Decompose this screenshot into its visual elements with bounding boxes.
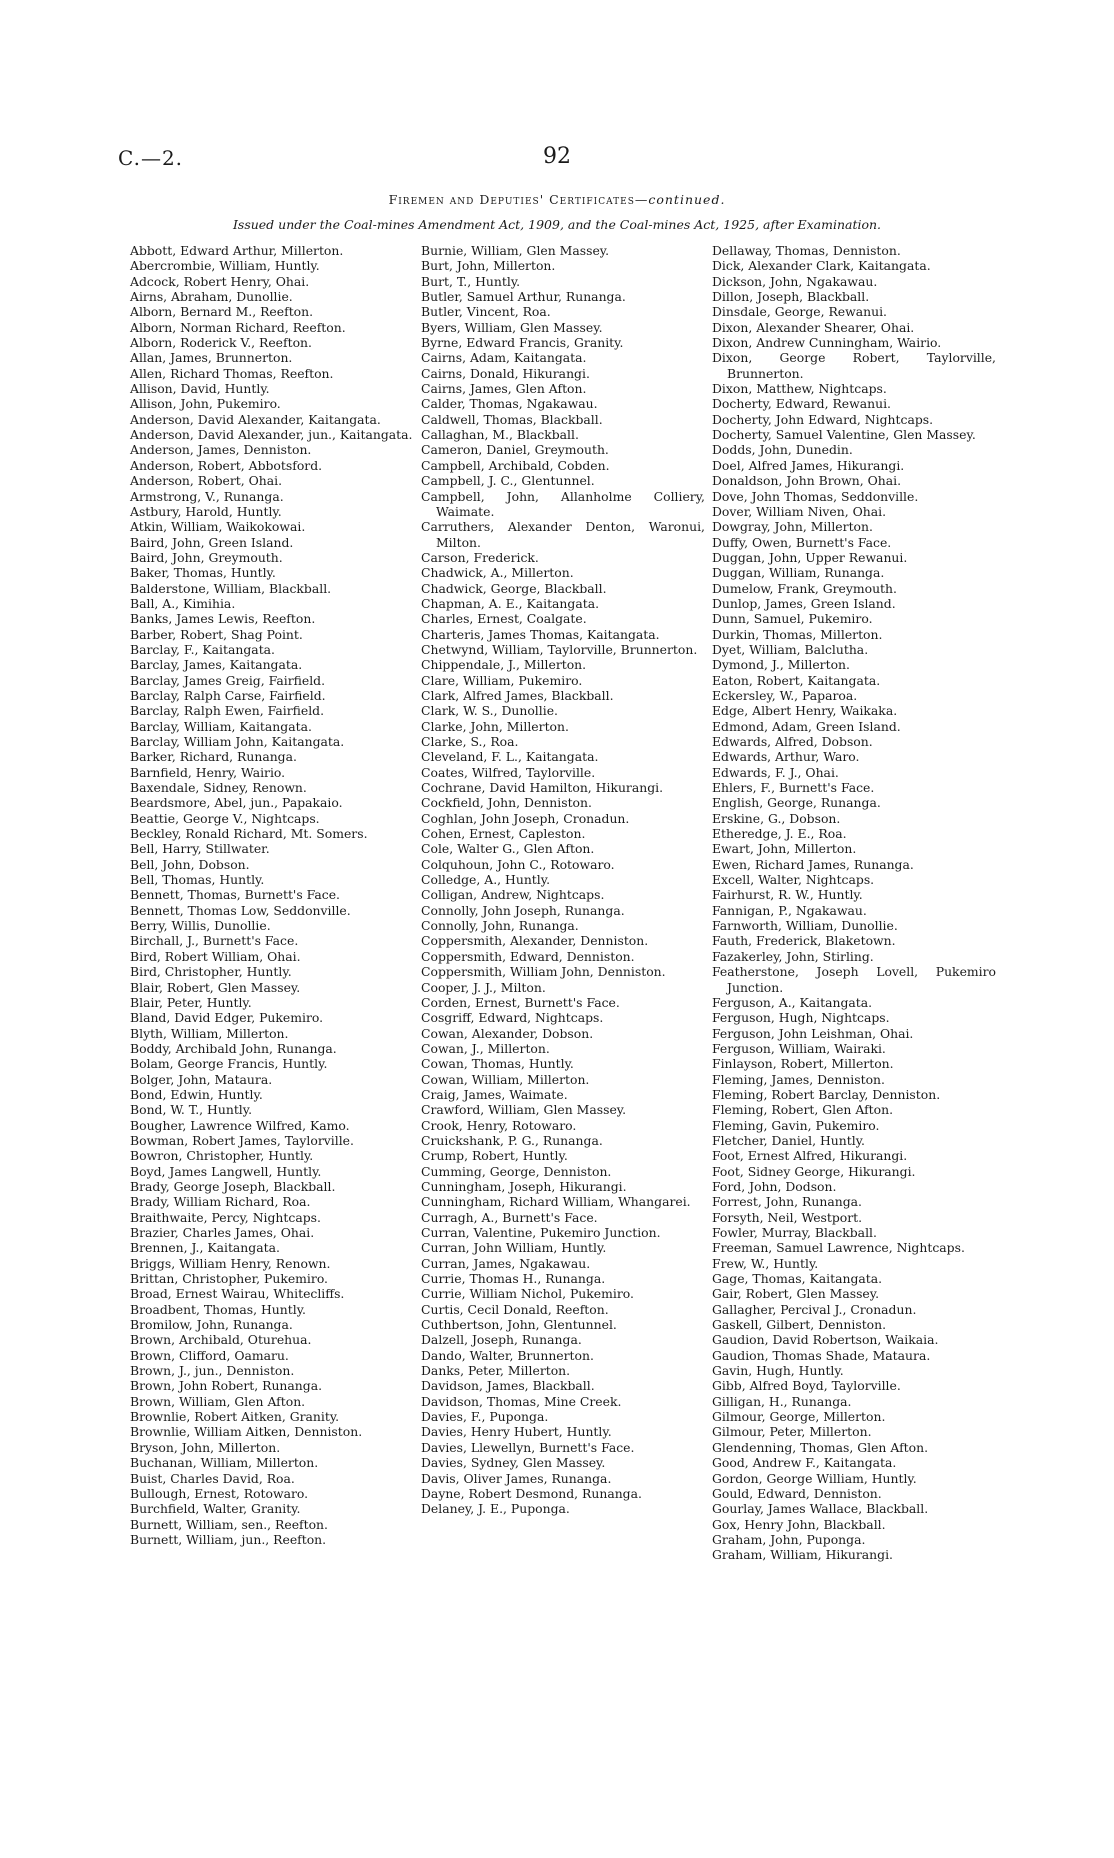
list-entry: Bird, Robert William, Ohai. (130, 948, 301, 964)
list-entry: Curragh, A., Burnett's Face. (421, 1209, 598, 1225)
list-entry: Cowan, Alexander, Dobson. (421, 1025, 594, 1041)
list-entry: Curran, John William, Huntly. (421, 1240, 607, 1256)
list-entry: Crump, Robert, Huntly. (421, 1148, 568, 1164)
list-entry: Frew, W., Huntly. (712, 1255, 819, 1271)
list-entry: Buist, Charles David, Roa. (130, 1470, 295, 1486)
list-entry: Banks, James Lewis, Reefton. (130, 611, 316, 627)
list-entry: Chadwick, A., Millerton. (421, 565, 574, 581)
list-entry: Chetwynd, William, Taylorville, Brunnerton. (421, 641, 698, 657)
list-entry: Ferguson, Hugh, Nightcaps. (712, 1010, 890, 1026)
list-entry: Curtis, Cecil Donald, Reefton. (421, 1301, 609, 1317)
list-entry: Barclay, William, Kaitangata. (130, 718, 312, 734)
list-entry: Fairhurst, R. W., Huntly. (712, 887, 863, 903)
list-entry: Davies, Sydney, Glen Massey. (421, 1455, 606, 1471)
list-entry: Fleming, James, Denniston. (712, 1071, 885, 1087)
list-entry: Bromilow, John, Runanga. (130, 1317, 293, 1333)
list-entry: Barker, Richard, Runanga. (130, 749, 297, 765)
list-entry: Clarke, John, Millerton. (421, 718, 569, 734)
list-entry: Cunningham, Joseph, Hikurangi. (421, 1178, 627, 1194)
list-entry: Campbell, Archibald, Cobden. (421, 457, 610, 473)
column-3 (712, 243, 996, 1563)
list-entry: Burt, John, Millerton. (421, 258, 556, 274)
list-entry: Gair, Robert, Glen Massey. (712, 1286, 880, 1302)
list-entry: Cowan, J., Millerton. (421, 1040, 550, 1056)
list-entry: Chadwick, George, Blackball. (421, 580, 607, 596)
list-entry: Bland, David Edger, Pukemiro. (130, 1010, 324, 1026)
list-entry: Currie, William Nichol, Pukemiro. (421, 1286, 634, 1302)
list-entry: Ewen, Richard James, Runanga. (712, 856, 914, 872)
certificate-list (130, 243, 1010, 1713)
list-entry: Edwards, F. J., Ohai. (712, 764, 839, 780)
list-entry: Dixon, George Robert, Taylorville, Brunnerton. (712, 350, 996, 381)
list-entry: Ball, A., Kimihia. (130, 595, 236, 611)
list-entry: Baird, John, Greymouth. (130, 549, 283, 565)
list-entry: Fleming, Robert Barclay, Denniston. (712, 1086, 941, 1102)
list-entry: Bond, W. T., Huntly. (130, 1102, 253, 1118)
list-entry: Davies, Llewellyn, Burnett's Face. (421, 1439, 635, 1455)
list-entry: Dove, John Thomas, Seddonville. (712, 488, 919, 504)
list-entry: Clare, William, Pukemiro. (421, 672, 583, 688)
list-entry: Byers, William, Glen Massey. (421, 319, 603, 335)
list-entry: Butler, Samuel Arthur, Runanga. (421, 289, 626, 305)
list-entry: Dyet, William, Balclutha. (712, 641, 869, 657)
list-entry: Craig, James, Waimate. (421, 1086, 568, 1102)
list-entry: Cowan, Thomas, Huntly. (421, 1056, 574, 1072)
list-entry: Cohen, Ernest, Capleston. (421, 826, 586, 842)
list-entry: Brown, Clifford, Oamaru. (130, 1347, 289, 1363)
list-entry: Coppersmith, Edward, Denniston. (421, 948, 635, 964)
list-entry: Allen, Richard Thomas, Reefton. (130, 365, 334, 381)
list-entry: Ehlers, F., Burnett's Face. (712, 780, 875, 796)
list-entry: Donaldson, John Brown, Ohai. (712, 473, 902, 489)
list-entry: Dunlop, James, Green Island. (712, 595, 896, 611)
list-entry: Edmond, Adam, Green Island. (712, 718, 901, 734)
list-entry: Brazier, Charles James, Ohai. (130, 1225, 315, 1240)
list-entry: Alborn, Roderick V., Reefton. (130, 335, 312, 351)
list-entry: Birchall, J., Burnett's Face. (130, 933, 299, 949)
list-entry: Edwards, Arthur, Waro. (712, 749, 860, 765)
list-entry: Carruthers, Alexander Denton, Waronui, Milton. (421, 519, 705, 550)
list-entry: Brown, John Robert, Runanga. (130, 1378, 323, 1394)
list-entry: Campbell, John, Allanholme Colliery, Waimate. (421, 488, 705, 519)
list-entry: Bird, Christopher, Huntly. (130, 964, 292, 980)
list-entry: Bennett, Thomas, Burnett's Face. (130, 887, 340, 903)
list-entry: Bolam, George Francis, Huntly. (130, 1056, 328, 1072)
list-entry: Anderson, David Alexander, Kaitangata. (130, 411, 381, 427)
list-entry: Duggan, William, Runanga. (712, 565, 885, 581)
list-entry: Cuthbertson, John, Glentunnel. (421, 1317, 617, 1333)
list-entry: Davidson, James, Blackball. (421, 1378, 595, 1394)
list-entry: Gox, Henry John, Blackball. (712, 1516, 886, 1532)
list-entry: Barclay, Ralph Carse, Fairfield. (130, 687, 326, 703)
list-entry: Bennett, Thomas Low, Seddonville. (130, 902, 351, 918)
list-entry: Bullough, Ernest, Rotowaro. (130, 1485, 309, 1501)
list-entry: Cole, Walter G., Glen Afton. (421, 841, 595, 857)
list-entry: Calder, Thomas, Ngakawau. (421, 396, 598, 412)
list-entry: Dick, Alexander Clark, Kaitangata. (712, 258, 931, 274)
list-entry: Byrne, Edward Francis, Granity. (421, 335, 624, 351)
list-entry: Bryson, John, Millerton. (130, 1439, 281, 1455)
list-entry: Duggan, John, Upper Rewanui. (712, 549, 908, 565)
section-subheading: Issued under the Coal-mines Amendment Act, 1909, and the Coal-mines Act, 1925, after Examination. (232, 217, 882, 232)
list-entry: Brownlie, Robert Aitken, Granity. (130, 1409, 340, 1425)
list-entry: Chippendale, J., Millerton. (421, 657, 587, 673)
list-entry: Durkin, Thomas, Millerton. (712, 626, 883, 642)
list-entry: Abercrombie, William, Huntly. (130, 258, 320, 274)
list-entry: Fleming, Robert, Glen Afton. (712, 1102, 894, 1118)
list-entry: Dillon, Joseph, Blackball. (712, 289, 870, 305)
list-entry: Anderson, David Alexander, jun., Kaitangata. (130, 427, 413, 443)
list-entry: Bond, Edwin, Huntly. (130, 1086, 263, 1102)
list-entry: Crook, Henry, Rotowaro. (421, 1117, 577, 1133)
list-entry: Barber, Robert, Shag Point. (130, 626, 303, 642)
list-entry: Curran, James, Ngakawau. (421, 1255, 591, 1271)
list-entry: Dodds, John, Dunedin. (712, 442, 853, 458)
list-entry: Colligan, Andrew, Nightcaps. (421, 887, 605, 903)
list-entry: Eaton, Robert, Kaitangata. (712, 672, 881, 688)
list-entry: Corden, Ernest, Burnett's Face. (421, 994, 620, 1010)
list-entry: Clarke, S., Roa. (421, 734, 519, 749)
list-entry: Ferguson, A., Kaitangata. (712, 994, 873, 1010)
list-entry: Dayne, Robert Desmond, Runanga. (421, 1485, 642, 1501)
list-entry: Bell, Thomas, Huntly. (130, 872, 265, 888)
list-entry: Coppersmith, Alexander, Denniston. (421, 933, 649, 949)
list-entry: Davies, Henry Hubert, Huntly. (421, 1424, 612, 1440)
list-entry: Gilmour, Peter, Millerton. (712, 1424, 872, 1440)
list-entry: Cockfield, John, Denniston. (421, 795, 592, 811)
section-heading (0, 192, 1114, 207)
list-entry: Adcock, Robert Henry, Ohai. (130, 273, 310, 289)
list-entry: Ewart, John, Millerton. (712, 841, 857, 857)
list-entry: Gibb, Alfred Boyd, Taylorville. (712, 1378, 901, 1394)
list-entry: Gage, Thomas, Kaitangata. (712, 1271, 883, 1287)
list-entry: Colquhoun, John C., Rotowaro. (421, 856, 615, 872)
list-entry: Clark, Alfred James, Blackball. (421, 687, 614, 703)
list-entry: Barnfield, Henry, Wairio. (130, 764, 286, 780)
list-entry: Charteris, James Thomas, Kaitangata. (421, 626, 660, 642)
list-entry: Dover, William Niven, Ohai. (712, 503, 887, 519)
list-entry: Dellaway, Thomas, Denniston. (712, 243, 901, 258)
list-entry: Barclay, William John, Kaitangata. (130, 734, 345, 749)
list-entry: Buchanan, William, Millerton. (130, 1455, 319, 1471)
list-entry: Cooper, J. J., Milton. (421, 979, 546, 995)
list-entry: Dowgray, John, Millerton. (712, 519, 873, 535)
list-entry: Coghlan, John Joseph, Cronadun. (421, 810, 630, 826)
list-entry: Dunn, Samuel, Pukemiro. (712, 611, 873, 627)
list-entry: Dinsdale, George, Rewanui. (712, 304, 887, 320)
list-entry: Cleveland, F. L., Kaitangata. (421, 749, 599, 765)
list-entry: Bougher, Lawrence Wilfred, Kamo. (130, 1117, 350, 1133)
column-1 (130, 243, 414, 1547)
list-entry: Armstrong, V., Runanga. (130, 488, 284, 504)
list-entry: Clark, W. S., Dunollie. (421, 703, 558, 719)
list-entry: Delaney, J. E., Puponga. (421, 1501, 570, 1517)
list-entry: Dymond, J., Millerton. (712, 657, 850, 673)
list-entry: Etheredge, J. E., Roa. (712, 826, 847, 842)
list-entry: Allan, James, Brunnerton. (130, 350, 293, 366)
list-entry: Dixon, Alexander Shearer, Ohai. (712, 319, 915, 335)
list-entry: Cairns, Donald, Hikurangi. (421, 365, 590, 381)
list-entry: Cairns, James, Glen Afton. (421, 381, 587, 397)
list-entry: Airns, Abraham, Dunollie. (130, 289, 293, 305)
list-entry: Forsyth, Neil, Westport. (712, 1209, 863, 1225)
list-entry: Abbott, Edward Arthur, Millerton. (130, 243, 344, 258)
section-heading-main: Firemen and Deputies' Certificates— (388, 192, 649, 207)
list-entry: Fauth, Frederick, Blaketown. (712, 933, 896, 949)
list-entry: Blyth, William, Millerton. (130, 1025, 289, 1041)
list-entry: Beardsmore, Abel, jun., Papakaio. (130, 795, 343, 811)
list-entry: Atkin, William, Waikokowai. (130, 519, 306, 535)
list-entry: Bell, Harry, Stillwater. (130, 841, 270, 857)
list-entry: Eckersley, W., Paparoa. (712, 687, 858, 703)
list-entry: Barclay, James, Kaitangata. (130, 657, 303, 673)
list-entry: Duffy, Owen, Burnett's Face. (712, 534, 892, 550)
list-entry: Fleming, Gavin, Pukemiro. (712, 1117, 880, 1133)
list-entry: Burnett, William, jun., Reefton. (130, 1531, 327, 1547)
list-entry: Erskine, G., Dobson. (712, 810, 841, 826)
list-entry: Good, Andrew F., Kaitangata. (712, 1455, 897, 1471)
list-entry: Blair, Peter, Huntly. (130, 994, 252, 1010)
list-entry: Gavin, Hugh, Huntly. (712, 1363, 844, 1379)
list-entry: Edwards, Alfred, Dobson. (712, 734, 873, 749)
list-entry: Colledge, A., Huntly. (421, 872, 551, 888)
list-entry: Gaudion, David Robertson, Waikaia. (712, 1332, 939, 1348)
column-2 (421, 243, 705, 1517)
list-entry: Dando, Walter, Brunnerton. (421, 1347, 594, 1363)
list-entry: Campbell, J. C., Glentunnel. (421, 473, 595, 489)
list-entry: Balderstone, William, Blackball. (130, 580, 332, 596)
list-entry: Coppersmith, William John, Denniston. (421, 964, 666, 980)
list-entry: Davidson, Thomas, Mine Creek. (421, 1393, 622, 1409)
page-reference: C.—2. (118, 146, 184, 170)
list-entry: Callaghan, M., Blackball. (421, 427, 579, 443)
list-entry: Fletcher, Daniel, Huntly. (712, 1132, 865, 1148)
list-entry: Carson, Frederick. (421, 549, 539, 565)
list-entry: Dickson, John, Ngakawau. (712, 273, 878, 289)
list-entry: Bolger, John, Mataura. (130, 1071, 273, 1087)
list-entry: Crawford, William, Glen Massey. (421, 1102, 627, 1118)
list-entry: Brown, Archibald, Oturehua. (130, 1332, 312, 1348)
page-number: 92 (543, 144, 571, 169)
list-entry: Beattie, George V., Nightcaps. (130, 810, 320, 826)
list-entry: Featherstone, Joseph Lovell, Pukemiro Junction. (712, 964, 996, 995)
list-entry: Brown, William, Glen Afton. (130, 1393, 306, 1409)
list-entry: Allison, David, Huntly. (130, 381, 270, 397)
list-entry: Gallagher, Percival J., Cronadun. (712, 1301, 917, 1317)
list-entry: Dalzell, Joseph, Runanga. (421, 1332, 582, 1348)
list-entry: Fazakerley, John, Stirling. (712, 948, 874, 964)
list-entry: Edge, Albert Henry, Waikaka. (712, 703, 898, 719)
list-entry: Gordon, George William, Huntly. (712, 1470, 917, 1486)
list-entry: Brown, J., jun., Denniston. (130, 1363, 295, 1379)
list-entry: Foot, Ernest Alfred, Hikurangi. (712, 1148, 908, 1164)
list-entry: Brennen, J., Kaitangata. (130, 1240, 280, 1256)
list-entry: Baird, John, Green Island. (130, 534, 294, 550)
list-entry: Coates, Wilfred, Taylorville. (421, 764, 596, 780)
list-entry: Anderson, James, Denniston. (130, 442, 312, 458)
list-entry: Dixon, Andrew Cunningham, Wairio. (712, 335, 942, 351)
list-entry: Graham, John, Puponga. (712, 1531, 866, 1547)
list-entry: Boyd, James Langwell, Huntly. (130, 1163, 322, 1179)
list-entry: Fowler, Murray, Blackball. (712, 1225, 877, 1240)
list-entry: Currie, Thomas H., Runanga. (421, 1271, 606, 1287)
list-entry: Burnie, William, Glen Massey. (421, 243, 610, 258)
list-entry: Bowron, Christopher, Huntly. (130, 1148, 314, 1164)
list-entry: Alborn, Bernard M., Reefton. (130, 304, 314, 320)
list-entry: Braithwaite, Percy, Nightcaps. (130, 1209, 321, 1225)
list-entry: English, George, Runanga. (712, 795, 881, 811)
list-entry: Ferguson, John Leishman, Ohai. (712, 1025, 914, 1041)
list-entry: Freeman, Samuel Lawrence, Nightcaps. (712, 1240, 965, 1256)
list-entry: Burt, T., Huntly. (421, 273, 521, 289)
list-entry: Ford, John, Dodson. (712, 1178, 837, 1194)
list-entry: Davies, F., Puponga. (421, 1409, 549, 1425)
list-entry: Astbury, Harold, Huntly. (130, 503, 282, 519)
list-entry: Farnworth, William, Dunollie. (712, 918, 898, 934)
list-entry: Connolly, John Joseph, Runanga. (421, 902, 625, 918)
list-entry: Cameron, Daniel, Greymouth. (421, 442, 609, 458)
list-entry: Caldwell, Thomas, Blackball. (421, 411, 603, 427)
list-entry: Curran, Valentine, Pukemiro Junction. (421, 1225, 661, 1240)
list-entry: Connolly, John, Runanga. (421, 918, 579, 934)
list-entry: Dixon, Matthew, Nightcaps. (712, 381, 887, 397)
list-entry: Cowan, William, Millerton. (421, 1071, 590, 1087)
list-entry: Barclay, James Greig, Fairfield. (130, 672, 326, 688)
list-entry: Davis, Oliver James, Runanga. (421, 1470, 612, 1486)
list-entry: Chapman, A. E., Kaitangata. (421, 595, 600, 611)
list-entry: Ferguson, William, Wairaki. (712, 1040, 886, 1056)
list-entry: Doel, Alfred James, Hikurangi. (712, 457, 905, 473)
list-entry: Anderson, Robert, Abbotsford. (130, 457, 323, 473)
list-entry: Broadbent, Thomas, Huntly. (130, 1301, 306, 1317)
list-entry: Excell, Walter, Nightcaps. (712, 872, 875, 888)
list-entry: Cunningham, Richard William, Whangarei. (421, 1194, 691, 1210)
list-entry: Gilligan, H., Runanga. (712, 1393, 852, 1409)
list-entry: Finlayson, Robert, Millerton. (712, 1056, 894, 1072)
list-entry: Broad, Ernest Wairau, Whitecliffs. (130, 1286, 345, 1302)
list-entry: Forrest, John, Runanga. (712, 1194, 862, 1210)
list-entry: Gaudion, Thomas Shade, Mataura. (712, 1347, 931, 1363)
list-entry: Docherty, Samuel Valentine, Glen Massey. (712, 427, 976, 443)
list-entry: Beckley, Ronald Richard, Mt. Somers. (130, 826, 368, 842)
list-entry: Alborn, Norman Richard, Reefton. (130, 319, 346, 335)
list-entry: Blair, Robert, Glen Massey. (130, 979, 301, 995)
list-entry: Cruickshank, P. G., Runanga. (421, 1132, 603, 1148)
list-entry: Cumming, George, Denniston. (421, 1163, 612, 1179)
list-entry: Danks, Peter, Millerton. (421, 1363, 571, 1379)
list-entry: Glendenning, Thomas, Glen Afton. (712, 1439, 929, 1455)
list-entry: Briggs, William Henry, Renown. (130, 1255, 331, 1271)
list-entry: Burchfield, Walter, Granity. (130, 1501, 301, 1517)
list-entry: Gourlay, James Wallace, Blackball. (712, 1501, 929, 1517)
list-entry: Cochrane, David Hamilton, Hikurangi. (421, 780, 664, 796)
list-entry: Docherty, John Edward, Nightcaps. (712, 411, 934, 427)
list-entry: Brady, George Joseph, Blackball. (130, 1178, 336, 1194)
list-entry: Baxendale, Sidney, Renown. (130, 780, 307, 796)
list-entry: Fannigan, P., Ngakawau. (712, 902, 867, 918)
list-entry: Charles, Ernest, Coalgate. (421, 611, 587, 627)
list-entry: Bowman, Robert James, Taylorville. (130, 1132, 354, 1148)
list-entry: Barclay, Ralph Ewen, Fairfield. (130, 703, 325, 719)
list-entry: Foot, Sidney George, Hikurangi. (712, 1163, 916, 1179)
list-entry: Gilmour, George, Millerton. (712, 1409, 886, 1425)
list-entry: Butler, Vincent, Roa. (421, 304, 551, 320)
list-entry: Berry, Willis, Dunollie. (130, 918, 271, 934)
list-entry: Barclay, F., Kaitangata. (130, 641, 275, 657)
list-entry: Docherty, Edward, Rewanui. (712, 396, 891, 412)
list-entry: Boddy, Archibald John, Runanga. (130, 1040, 337, 1056)
list-entry: Burnett, William, sen., Reefton. (130, 1516, 328, 1532)
list-entry: Cairns, Adam, Kaitangata. (421, 350, 587, 366)
section-heading-continued: continued. (648, 192, 726, 207)
list-entry: Gaskell, Gilbert, Denniston. (712, 1317, 887, 1333)
list-entry: Baker, Thomas, Huntly. (130, 565, 276, 581)
list-entry: Brady, William Richard, Roa. (130, 1194, 311, 1210)
list-entry: Brownlie, William Aitken, Denniston. (130, 1424, 363, 1440)
list-entry: Allison, John, Pukemiro. (130, 396, 281, 412)
list-entry: Gould, Edward, Denniston. (712, 1485, 882, 1501)
list-entry: Brittan, Christopher, Pukemiro. (130, 1271, 328, 1287)
list-entry: Cosgriff, Edward, Nightcaps. (421, 1010, 604, 1026)
list-entry: Bell, John, Dobson. (130, 856, 250, 872)
list-entry: Dumelow, Frank, Greymouth. (712, 580, 897, 596)
list-entry: Anderson, Robert, Ohai. (130, 473, 283, 489)
list-entry: Graham, William, Hikurangi. (712, 1547, 893, 1563)
